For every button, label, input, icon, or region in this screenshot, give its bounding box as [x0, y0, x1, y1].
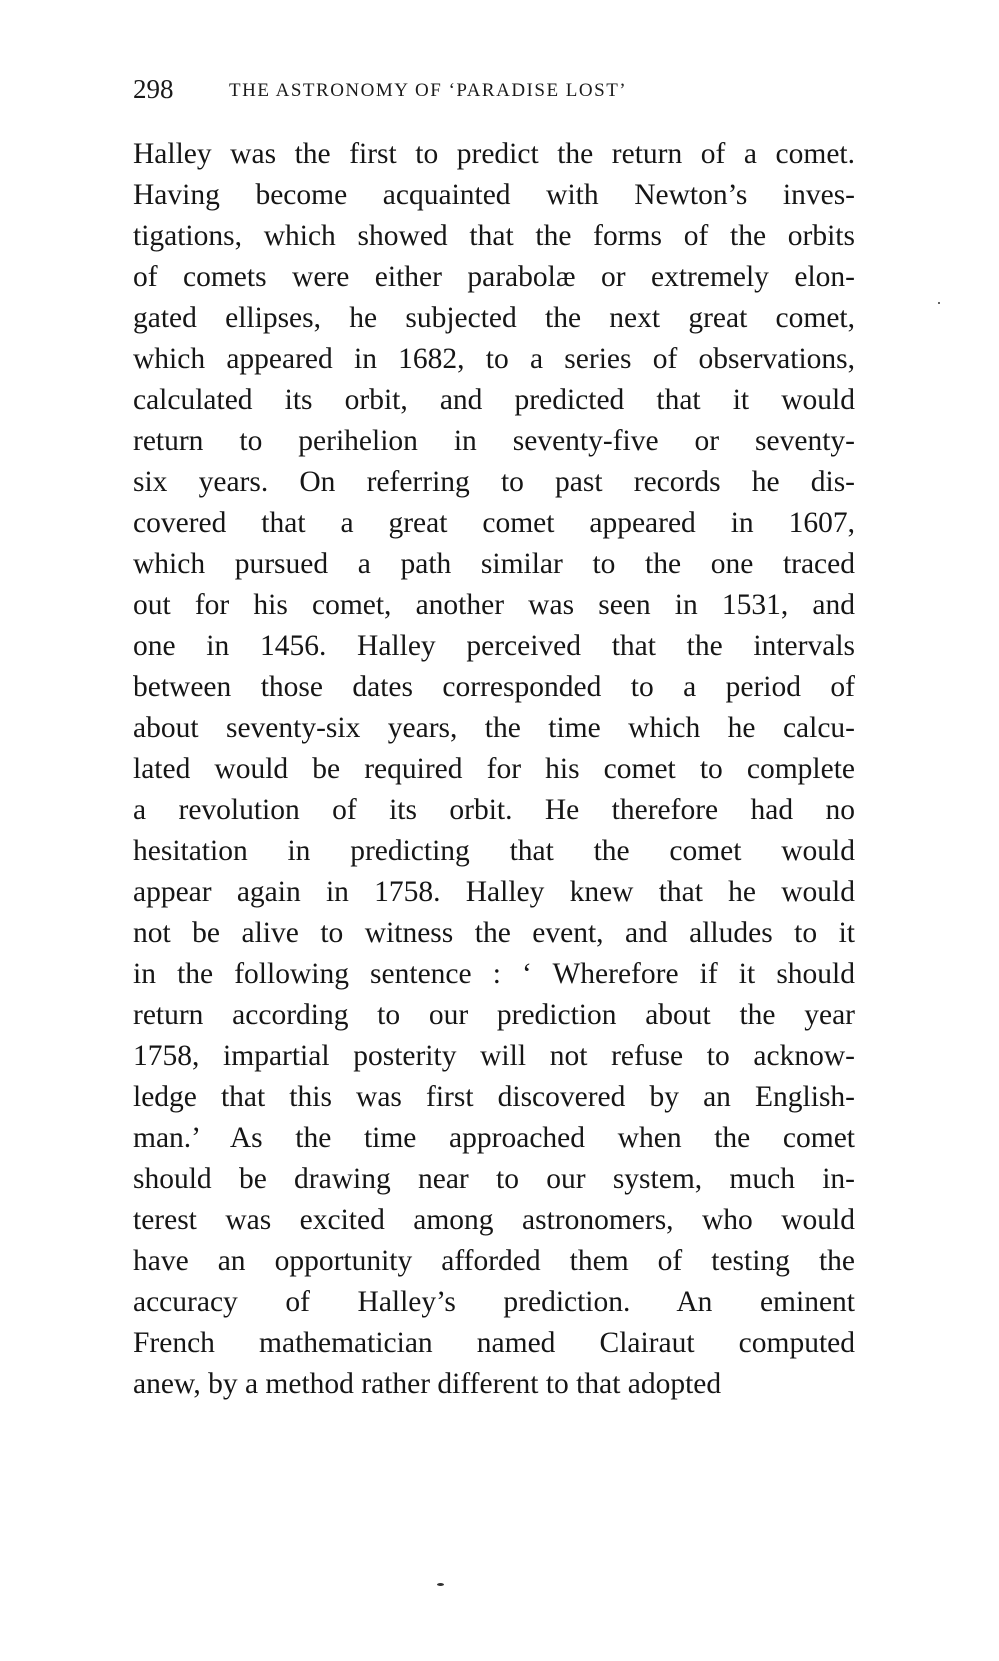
text-line: gated ellipses, he subjected the next great comet,: [133, 302, 855, 334]
text-line: in the following sentence : ‘ Wherefore if it should: [133, 958, 855, 990]
text-line: anew, by a method rather different to that adopted: [133, 1368, 722, 1400]
text-line: appear again in 1758. Halley knew that he would: [133, 876, 855, 908]
text-line: calculated its orbit, and predicted that it would: [133, 384, 855, 416]
text-line: out for his comet, another was seen in 1531, and: [133, 589, 855, 621]
text-line: one in 1456. Halley perceived that the intervals: [133, 630, 855, 662]
running-header: [133, 74, 853, 114]
text-line: have an opportunity afforded them of testing the: [133, 1245, 855, 1277]
text-line: return according to our prediction about the year: [133, 999, 855, 1031]
text-line: tigations, which showed that the forms of the orbits: [133, 220, 855, 252]
text-line: six years. On referring to past records he dis-: [133, 466, 855, 498]
scan-speck: [938, 302, 940, 304]
text-line: return to perihelion in seventy-five or seventy-: [133, 425, 855, 457]
text-line: Halley was the first to predict the return of a comet.: [133, 138, 855, 170]
text-line: ledge that this was first discovered by an English-: [133, 1081, 855, 1113]
text-line: of comets were either parabolæ or extremely elon-: [133, 261, 855, 293]
text-line: accuracy of Halley’s prediction. An eminent: [133, 1286, 855, 1318]
text-line: between those dates corresponded to a period of: [133, 671, 855, 703]
text-line: about seventy-six years, the time which he calcu-: [133, 712, 855, 744]
text-line: a revolution of its orbit. He therefore had no: [133, 794, 855, 826]
text-line: not be alive to witness the event, and alludes to it: [133, 917, 855, 949]
text-line: terest was excited among astronomers, who would: [133, 1204, 855, 1236]
running-title: THE ASTRONOMY OF ‘PARADISE LOST’: [229, 80, 628, 101]
text-line: should be drawing near to our system, much in-: [133, 1163, 855, 1195]
text-line: man.’ As the time approached when the comet: [133, 1122, 855, 1154]
text-line: which appeared in 1682, to a series of observations,: [133, 343, 855, 375]
text-line: 1758, impartial posterity will not refuse to acknow-: [133, 1040, 855, 1072]
text-line: French mathematician named Clairaut computed: [133, 1327, 855, 1359]
text-line: Having become acquainted with Newton’s inves-: [133, 179, 855, 211]
text-line: hesitation in predicting that the comet would: [133, 835, 855, 867]
page-number: 298: [133, 74, 174, 104]
body-text: [133, 134, 855, 1405]
text-line: lated would be required for his comet to complete: [133, 753, 855, 785]
scan-speck: [437, 1583, 444, 1586]
text-line: covered that a great comet appeared in 1607,: [133, 507, 855, 539]
text-line: which pursued a path similar to the one traced: [133, 548, 855, 580]
